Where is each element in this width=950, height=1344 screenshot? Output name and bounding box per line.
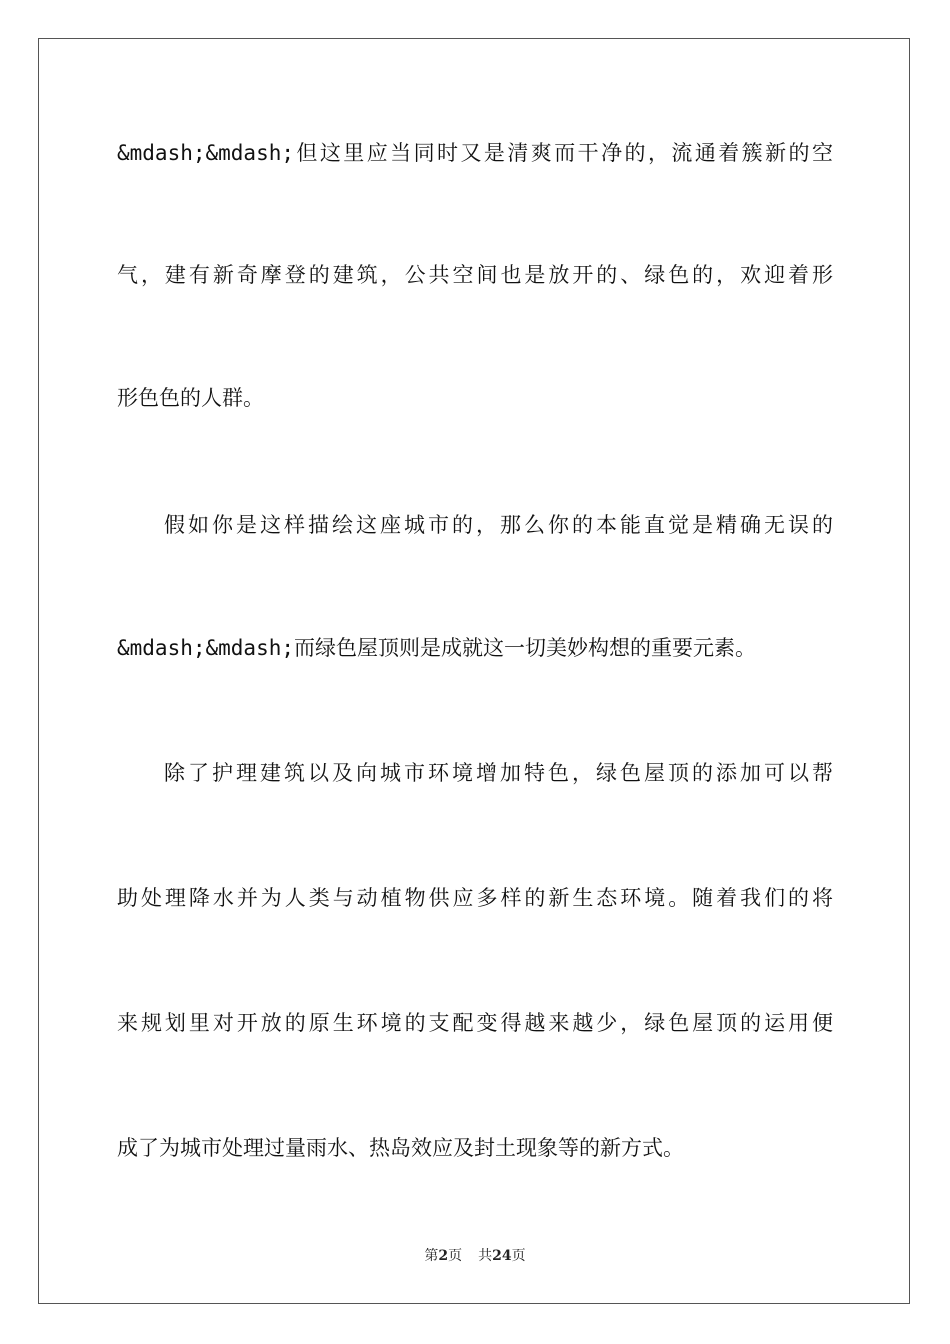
total-suffix: 页 [511,1248,526,1264]
page-footer [0,1246,950,1266]
total-pages: 24 [492,1248,512,1264]
text-line-8: 来规划里对开放的原生环境的支配变得越来越少，绿色屋顶的运用便 [117,1011,833,1035]
text-line-5: &mdash;&mdash;而绿色屋顶则是成就这一切美妙构想的重要元素。 [117,636,757,660]
text-line-9: 成了为城市处理过量雨水、热岛效应及封土现象等的新方式。 [117,1136,684,1160]
total-prefix: 共 [478,1248,493,1264]
text-line-1: &mdash;&mdash;但这里应当同时又是清爽而干净的，流通着簇新的空 [117,141,833,165]
text-line-4: 假如你是这样描绘这座城市的，那么你的本能直觉是精确无误的 [164,513,833,537]
text-line-3: 形色色的人群。 [117,386,264,410]
text-line-2: 气，建有新奇摩登的建筑，公共空间也是放开的、绿色的，欢迎着形 [117,263,833,287]
page-prefix: 第 [424,1248,439,1264]
page-number: 2 [438,1248,449,1264]
page-suffix: 页 [448,1248,463,1264]
page-border [38,38,910,1304]
text-line-7: 助处理降水并为人类与动植物供应多样的新生态环境。随着我们的将 [117,886,833,910]
text-line-6: 除了护理建筑以及向城市环境增加特色，绿色屋顶的添加可以帮 [164,761,833,785]
